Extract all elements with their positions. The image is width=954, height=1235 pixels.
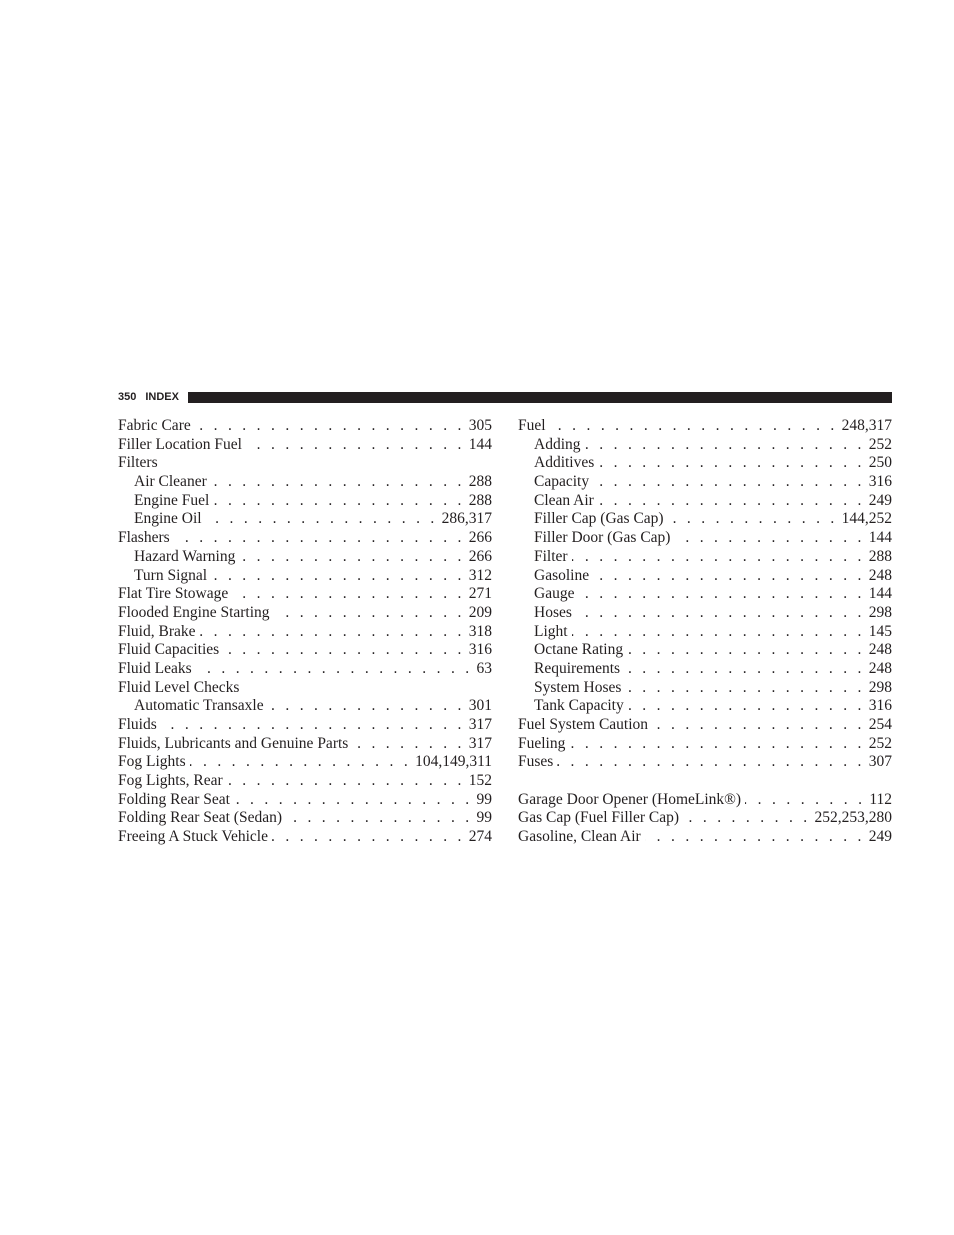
index-subentry xyxy=(518,510,892,529)
index-entry xyxy=(118,660,492,679)
entry-label: Flashers xyxy=(118,529,170,547)
entry-label: Garage Door Opener (HomeLink®) xyxy=(518,790,742,808)
entry-label: Light xyxy=(534,622,568,640)
dot-leader xyxy=(593,567,865,586)
entry-pages: 298 xyxy=(868,678,892,696)
entry-pages: 248 xyxy=(868,659,892,677)
entry-label: Additives xyxy=(534,454,595,472)
index-entry xyxy=(118,585,492,604)
entry-pages: 318 xyxy=(468,622,492,640)
entry-label: Engine Oil xyxy=(134,510,202,528)
index-subentry xyxy=(518,548,892,567)
dot-leader xyxy=(161,716,465,735)
entry-label: Fluid Capacities xyxy=(118,641,220,659)
header-rule xyxy=(188,392,892,403)
index-subentry xyxy=(118,567,492,586)
dot-leader xyxy=(683,809,810,828)
entry-pages: 250 xyxy=(868,454,892,472)
dot-leader xyxy=(174,529,465,548)
index-entry xyxy=(118,716,492,735)
index-subentry xyxy=(118,548,492,567)
entry-label: Octane Rating xyxy=(534,641,624,659)
index-entry xyxy=(518,735,892,754)
dot-leader xyxy=(572,548,865,567)
entry-pages: 145 xyxy=(868,622,892,640)
index-entry xyxy=(118,417,492,436)
entry-label: Freeing A Stuck Vehicle xyxy=(118,828,268,846)
entry-label: Flooded Engine Starting xyxy=(118,603,270,621)
entry-label: Folding Rear Seat xyxy=(118,790,230,808)
dot-leader xyxy=(572,623,865,642)
entry-pages: 288 xyxy=(468,491,492,509)
dot-leader xyxy=(213,492,464,511)
entry-pages: 249 xyxy=(868,491,892,509)
dot-leader xyxy=(598,454,864,473)
entry-pages: 252 xyxy=(868,435,892,453)
dot-leader xyxy=(557,753,864,772)
dot-leader xyxy=(206,510,438,529)
entry-label: Fluids, Lubricants and Genuine Parts xyxy=(118,734,349,752)
entry-pages: 317 xyxy=(468,716,492,733)
dot-leader xyxy=(286,809,472,828)
index-gap xyxy=(518,772,892,791)
entry-pages: 286,317 xyxy=(441,510,492,528)
entry-label: Flat Tire Stowage xyxy=(118,585,229,603)
dot-leader xyxy=(227,772,465,791)
entry-label: Engine Fuel xyxy=(134,491,210,509)
dot-leader xyxy=(578,585,864,604)
index-entry xyxy=(118,791,492,810)
entry-label: Gas Cap (Fuel Filler Cap) xyxy=(518,809,680,827)
dot-leader xyxy=(576,604,865,623)
dot-leader xyxy=(745,791,865,810)
dot-leader xyxy=(239,548,464,567)
entry-pages: 112 xyxy=(869,790,892,808)
dot-leader xyxy=(624,660,865,679)
entry-label: Hazard Warning xyxy=(134,547,236,565)
entry-pages: 301 xyxy=(468,697,492,715)
entry-label: Filters xyxy=(118,454,158,472)
entry-label: Filter xyxy=(534,547,568,565)
index-entry xyxy=(118,828,492,847)
entry-label: Gauge xyxy=(534,585,575,603)
index-entry xyxy=(518,791,892,810)
entry-pages: 266 xyxy=(468,529,492,547)
entry-pages: 99 xyxy=(476,809,492,827)
index-subentry xyxy=(518,529,892,548)
entry-label: Fuel System Caution xyxy=(518,716,649,733)
entry-label: Air Cleaner xyxy=(134,473,207,491)
index-subentry xyxy=(518,660,892,679)
entry-label: Adding xyxy=(534,435,581,453)
index-subentry xyxy=(518,567,892,586)
index-subentry xyxy=(518,454,892,473)
dot-leader xyxy=(585,436,865,455)
index-subentry xyxy=(518,697,892,716)
index-subentry xyxy=(518,679,892,698)
dot-leader xyxy=(196,660,473,679)
entry-label: Fueling xyxy=(518,734,566,752)
index-entry xyxy=(118,436,492,455)
index-subentry xyxy=(518,641,892,660)
dot-leader xyxy=(211,567,465,586)
index-subentry xyxy=(518,623,892,642)
index-subentry xyxy=(118,492,492,511)
entry-label: Fog Lights, Rear xyxy=(118,772,223,790)
index-entry xyxy=(118,623,492,642)
entry-pages: 249 xyxy=(868,828,892,846)
entry-pages: 288 xyxy=(468,473,492,491)
index-entry xyxy=(518,417,892,436)
entry-pages: 144 xyxy=(468,435,492,453)
entry-pages: 254 xyxy=(868,716,892,733)
section-title: INDEX xyxy=(145,391,179,403)
page-header xyxy=(118,391,892,404)
entry-pages: 248 xyxy=(868,566,892,584)
index-subentry xyxy=(518,473,892,492)
index-entry xyxy=(118,641,492,660)
index-entry xyxy=(118,679,492,698)
dot-leader xyxy=(223,641,465,660)
entry-label: Fluid Level Checks xyxy=(118,678,240,696)
entry-pages: 266 xyxy=(468,547,492,565)
index-entry xyxy=(118,772,492,791)
entry-label: Gasoline, Clean Air xyxy=(518,828,641,846)
dot-leader xyxy=(652,716,865,735)
entry-label: Fluid, Brake xyxy=(118,622,196,640)
index-entry xyxy=(118,529,492,548)
dot-leader xyxy=(268,697,465,716)
entry-label: Fuel xyxy=(518,417,546,434)
dot-leader xyxy=(625,679,864,698)
index-entry xyxy=(118,454,492,473)
entry-label: System Hoses xyxy=(534,678,622,696)
index-entry xyxy=(118,753,492,772)
entry-pages: 99 xyxy=(476,790,492,808)
entry-label: Filler Location Fuel xyxy=(118,435,242,453)
entry-label: Filler Door (Gas Cap) xyxy=(534,529,671,547)
dot-leader xyxy=(645,828,865,847)
dot-leader xyxy=(195,417,465,436)
entry-label: Capacity xyxy=(534,473,590,491)
dot-leader xyxy=(200,623,465,642)
index-column-right xyxy=(518,417,892,847)
index-subentry xyxy=(118,473,492,492)
entry-label: Fuses xyxy=(518,753,554,771)
index-entry xyxy=(518,809,892,828)
dot-leader xyxy=(628,697,865,716)
index-subentry xyxy=(118,510,492,529)
entry-label: Requirements xyxy=(534,659,621,677)
entry-pages: 252 xyxy=(868,734,892,752)
entry-pages: 316 xyxy=(468,641,492,659)
dot-leader xyxy=(593,473,865,492)
entry-label: Fluids xyxy=(118,716,157,733)
entry-label: Automatic Transaxle xyxy=(134,697,264,715)
index-subentry xyxy=(518,492,892,511)
index-subentry xyxy=(518,436,892,455)
entry-label: Tank Capacity xyxy=(534,697,624,715)
entry-pages: 316 xyxy=(868,473,892,491)
index-entry xyxy=(518,828,892,847)
index-entry xyxy=(118,809,492,828)
entry-pages: 248 xyxy=(868,641,892,659)
dot-leader xyxy=(246,436,465,455)
entry-pages: 144 xyxy=(868,529,892,547)
entry-label: Fabric Care xyxy=(118,417,191,434)
dot-leader xyxy=(569,735,864,754)
entry-pages: 248,317 xyxy=(841,417,892,434)
index-entry xyxy=(118,604,492,623)
index-entry xyxy=(518,753,892,772)
entry-pages: 312 xyxy=(468,566,492,584)
dot-leader xyxy=(190,753,411,772)
entry-label: Hoses xyxy=(534,603,572,621)
entry-pages: 63 xyxy=(476,659,492,677)
entry-pages: 104,149,311 xyxy=(415,753,492,771)
index-subentry xyxy=(518,604,892,623)
entry-pages: 274 xyxy=(468,828,492,846)
entry-pages: 209 xyxy=(468,603,492,621)
dot-leader xyxy=(668,510,838,529)
entry-pages: 152 xyxy=(468,772,492,790)
entry-pages: 252,253,280 xyxy=(814,809,892,827)
dot-leader xyxy=(234,791,473,810)
entry-label: Folding Rear Seat (Sedan) xyxy=(118,809,283,827)
dot-leader xyxy=(211,473,465,492)
index-column-left xyxy=(118,417,492,847)
entry-pages: 298 xyxy=(868,603,892,621)
dot-leader xyxy=(627,641,865,660)
entry-label: Turn Signal xyxy=(134,566,208,584)
index-subentry xyxy=(118,697,492,716)
dot-leader xyxy=(674,529,864,548)
entry-label: Clean Air xyxy=(534,491,594,509)
entry-label: Filler Cap (Gas Cap) xyxy=(534,510,664,528)
index-entry xyxy=(118,735,492,754)
dot-leader xyxy=(272,828,465,847)
dot-leader xyxy=(598,492,865,511)
entry-pages: 271 xyxy=(468,585,492,603)
dot-leader xyxy=(274,604,465,623)
entry-pages: 316 xyxy=(868,697,892,715)
entry-label: Fog Lights xyxy=(118,753,186,771)
page-number: 350 xyxy=(118,391,137,403)
entry-pages: 317 xyxy=(468,734,492,752)
dot-leader xyxy=(232,585,465,604)
entry-pages: 288 xyxy=(868,547,892,565)
entry-pages: 144 xyxy=(868,585,892,603)
entry-pages: 307 xyxy=(868,753,892,771)
entry-pages: 144,252 xyxy=(841,510,892,528)
entry-label: Fluid Leaks xyxy=(118,659,192,677)
dot-leader xyxy=(352,735,464,754)
dot-leader xyxy=(550,417,838,436)
index-entry xyxy=(518,716,892,735)
entry-pages: 305 xyxy=(468,417,492,434)
entry-label: Gasoline xyxy=(534,566,590,584)
index-subentry xyxy=(518,585,892,604)
